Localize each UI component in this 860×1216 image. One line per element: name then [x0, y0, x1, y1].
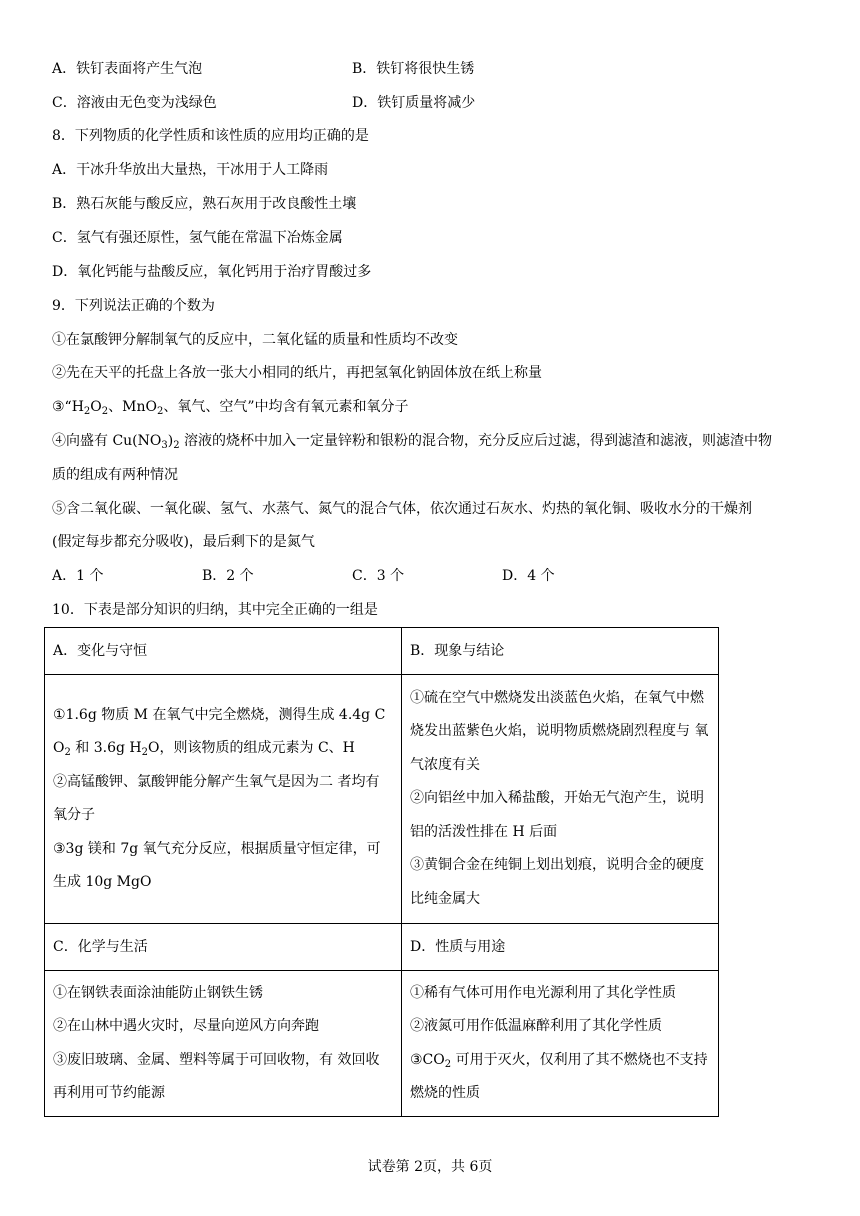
b-item-3: ③黄铜合金在纯铜上划出划痕，说明合金的硬度 比纯金属大 [410, 857, 704, 907]
table-cell-d-title: D．性质与用途 [402, 924, 719, 971]
q9-statement-4-continued: 质的组成有两种情况 [52, 467, 178, 483]
q8-stem: 8．下列物质的化学性质和该性质的应用均正确的是 [52, 128, 369, 144]
q9-option-d: D．4 个 [502, 568, 555, 584]
d-item-3: $③CO_2$ 可用于灭火，仅利用了其不燃烧也不支持 燃烧的性质 [410, 1051, 708, 1101]
b-item-1: ①硫在空气中燃烧发出淡蓝色火焰，在氧气中燃 烧发出蓝紫色火焰，说明物质燃烧剧烈程度与 氧气浓度有关 [410, 689, 709, 773]
table-cell-a-title: A．变化与守恒 [45, 628, 402, 675]
b-item-2: ②向铝丝中加入稀盐酸，开始无气泡产生，说明 铝的活泼性排在 H 后面 [410, 790, 704, 840]
q9-statement-5: ⑤含二氧化碳、一氧化碳、氢气、水蒸气、氮气的混合气体，依次通过石灰水、灼热的氧化铜、吸收水分的干燥剂 [52, 501, 752, 517]
q9-statement-2: ②先在天平的托盘上各放一张大小相同的纸片，再把氢氧化钠固体放在纸上称量 [52, 365, 542, 381]
table-cell-b-content [402, 675, 719, 924]
q9-option-b: B．2 个 [202, 568, 254, 584]
d-item-2: ②液氮可用作低温麻醉利用了其化学性质 [410, 1018, 662, 1034]
q8-option-c: C．氢气有强还原性，氢气能在常温下冶炼金属 [52, 230, 343, 246]
q9-statement-1: ①在氯酸钾分解制氧气的反应中，二氧化锰的质量和性质均不改变 [52, 332, 458, 348]
a-item-1: ①1.6g 物质 M 在氧气中完全燃烧，测得生成 4.4g $CO_2$ 和 3.6g $H_2O$，则该物质的组成元素为 C、H [53, 706, 386, 758]
q9-statement-3: $③“H_2O_2$、MnO$_2$、氧气、空气”中均含有氧元素和氧分子 [52, 399, 409, 417]
q9-statement-4: ④向盛有 $Cu(NO_3)_2$ 溶液的烧杯中加入一定量锌粉和银粉的混合物，充分反应后过滤，得到滤渣和滤液，则滤渣中物 [52, 433, 773, 451]
q10-stem: 10．下表是部分知识的归纳，其中完全正确的一组是 [52, 602, 378, 618]
c-item-3: ③废旧玻璃、金属、塑料等属于可回收物，有 效回收再利用可节约能源 [53, 1051, 380, 1101]
q8-option-d: D．氧化钙能与盐酸反应，氧化钙用于治疗胃酸过多 [52, 264, 372, 280]
table-cell-c-title: C．化学与生活 [45, 924, 402, 971]
q9-stem: 9．下列说法正确的个数为 [52, 298, 215, 314]
q8-option-a: A．干冰升华放出大量热，干冰用于人工降雨 [52, 162, 329, 178]
table-cell-a-content [45, 675, 402, 924]
q7-option-d: D．铁钉质量将减少 [352, 95, 476, 111]
c-item-2: ②在山林中遇火灾时，尽量向逆风方向奔跑 [53, 1018, 319, 1034]
q7-option-b: B．铁钉将很快生锈 [352, 61, 475, 77]
q9-option-a: A．1 个 [52, 568, 104, 584]
table-cell-d-content [402, 971, 719, 1117]
a-item-3: ③3g 镁和 7g 氧气充分反应，根据质量守恒定律，可生成 10g MgO [53, 840, 381, 890]
page-footer: 试卷第 2页，共 6页 [367, 1159, 493, 1175]
table-cell-b-title: B．现象与结论 [402, 628, 719, 675]
table-cell-c-content [45, 971, 402, 1117]
q7-option-a: A．铁钉表面将产生气泡 [52, 61, 203, 77]
q9-statement-5-continued: (假定每步都充分吸收)，最后剩下的是氮气 [52, 534, 315, 550]
q8-option-b: B．熟石灰能与酸反应，熟石灰用于改良酸性土壤 [52, 196, 357, 212]
q10-knowledge-table [44, 627, 719, 1117]
q9-option-c: C．3 个 [352, 568, 405, 584]
d-item-1: ①稀有气体可用作电光源利用了其化学性质 [410, 984, 676, 1001]
q7-option-c: C．溶液由无色变为浅绿色 [52, 95, 217, 111]
a-item-2: ②高锰酸钾、氯酸钾能分解产生氧气是因为二 者均有氧分子 [53, 773, 380, 823]
c-item-1: ①在钢铁表面涂油能防止钢铁生锈 [53, 984, 263, 1001]
